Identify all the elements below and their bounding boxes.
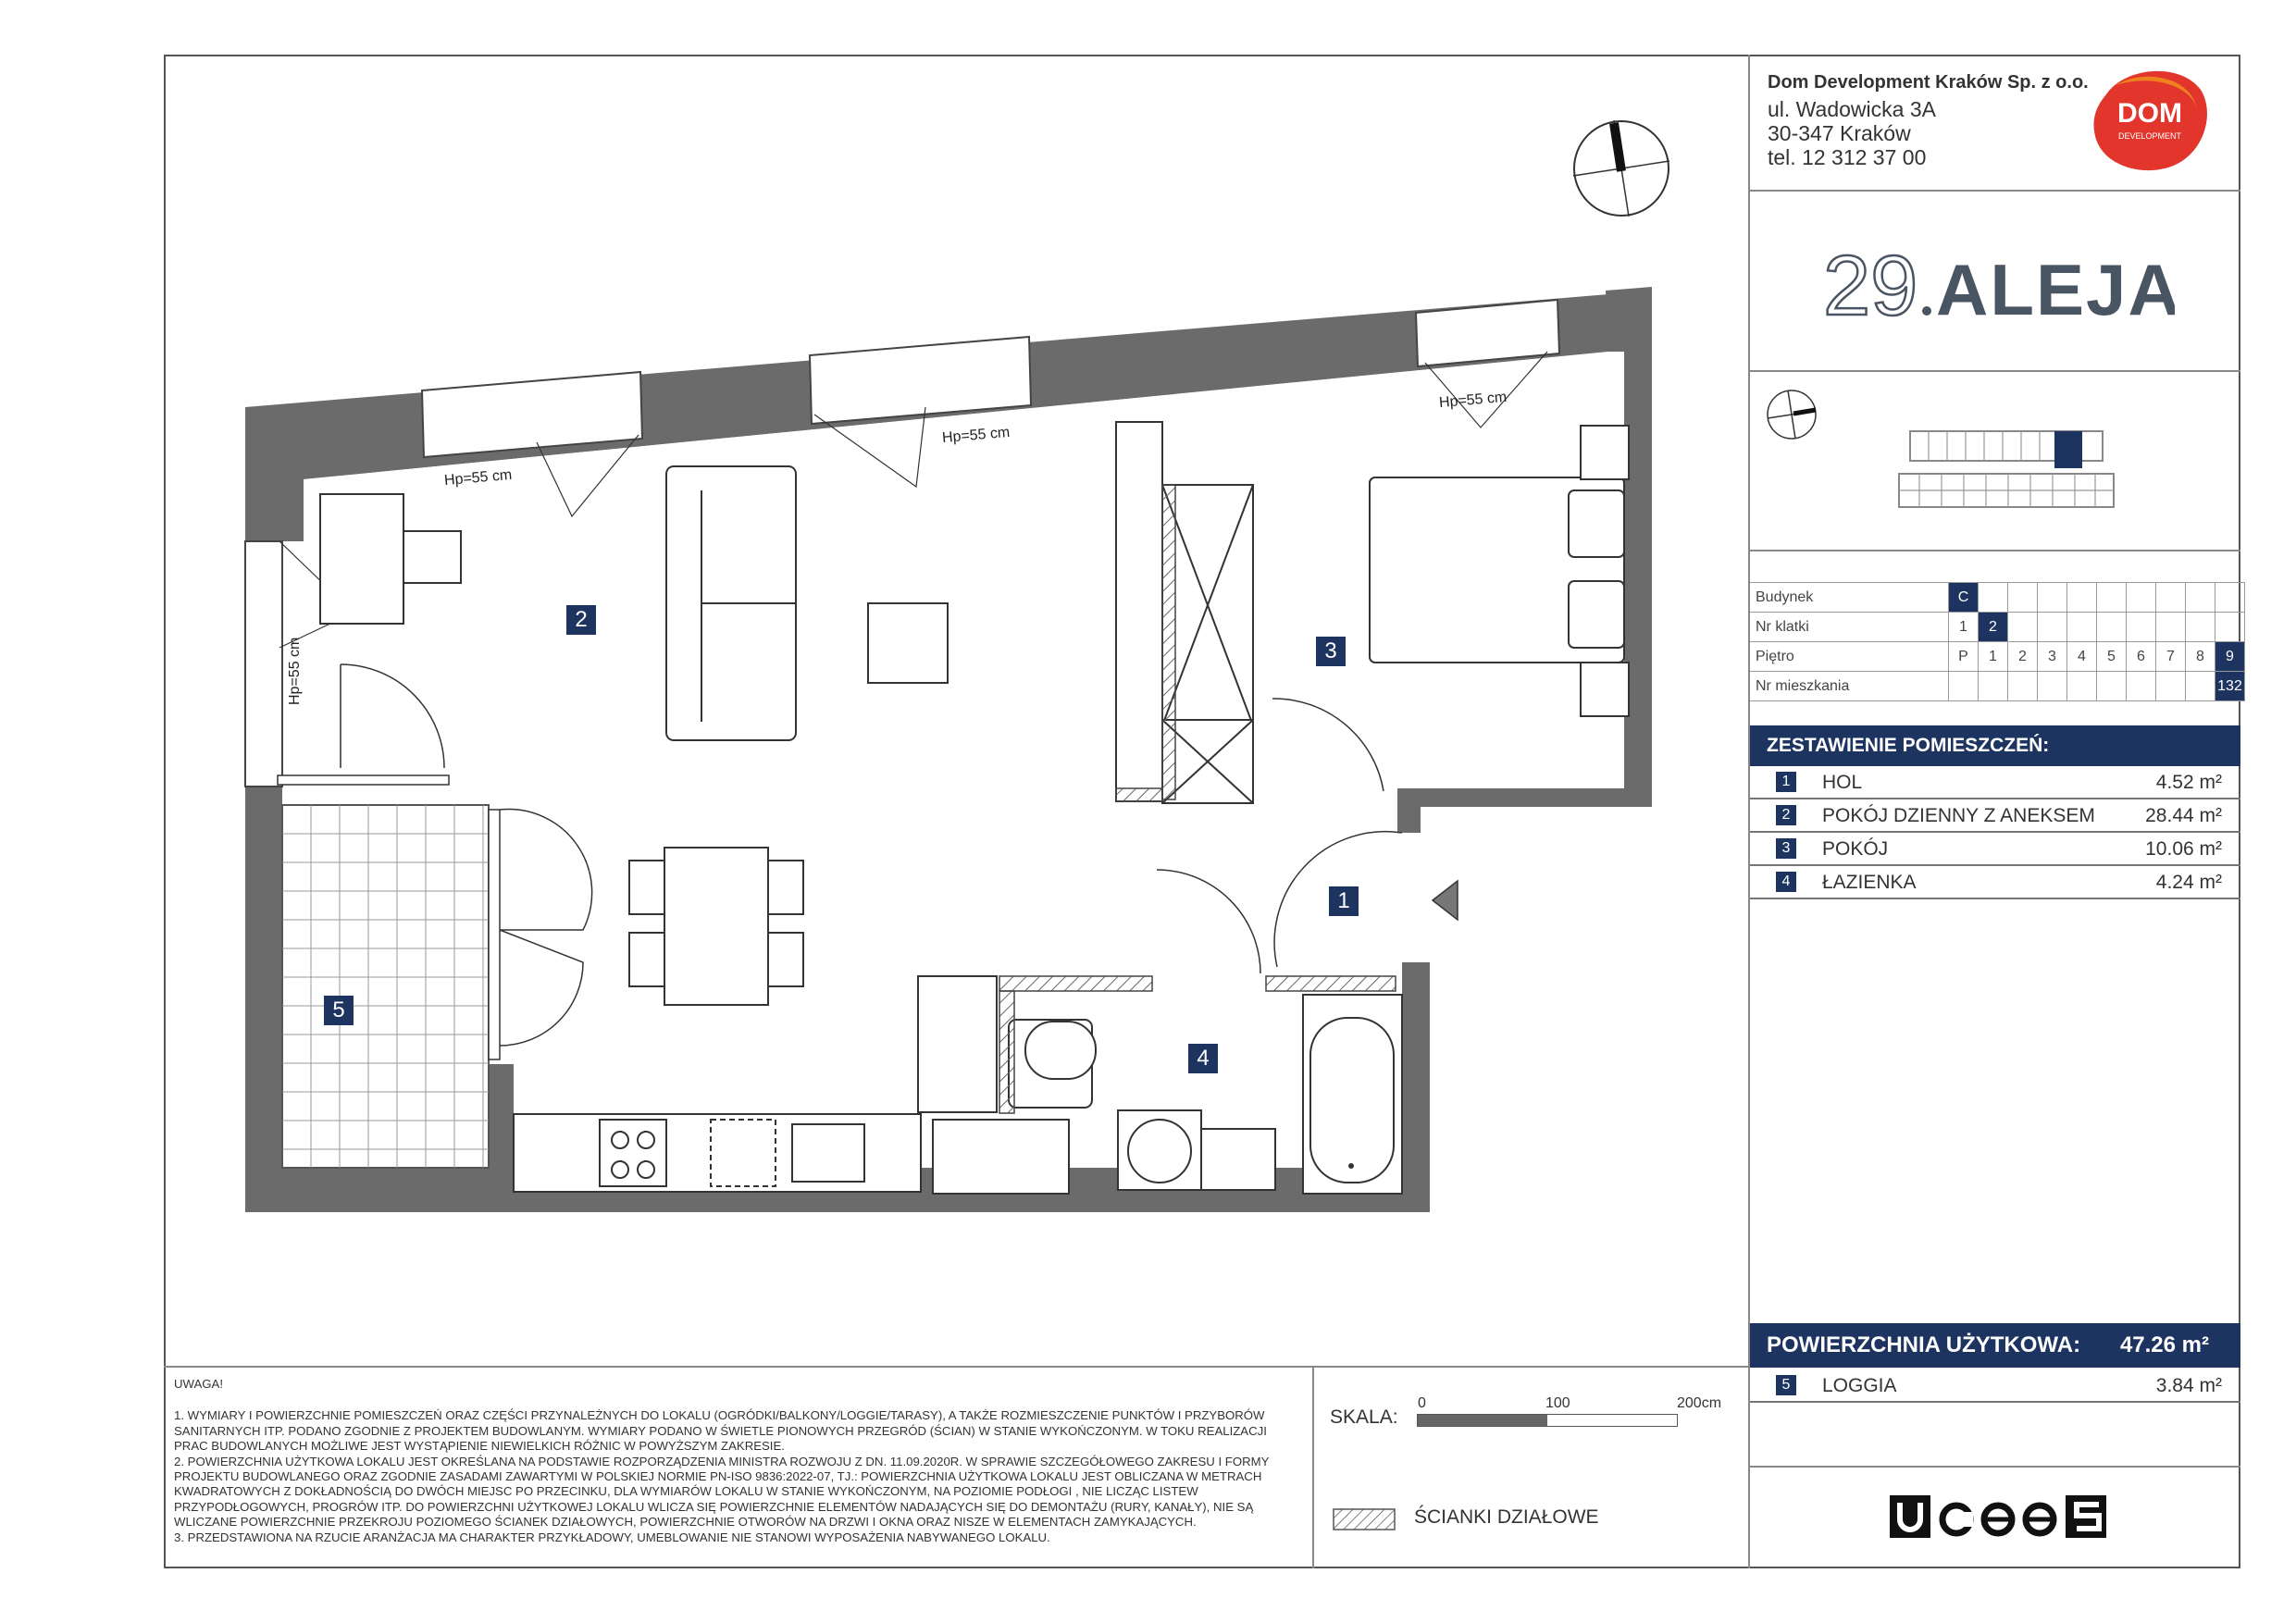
building-info-row <box>1750 613 2245 642</box>
note-item: 1. WYMIARY I POWIERZCHNIE POMIESZCZEŃ ORAZ CZĘŚCI PRZYNALEŻNYCH DO LOKALU (OGRÓDKI/BALKONY/LOGGIE/TARASY), A TAKŻE ROZMIESZCZENIE PUNKTÓW I PRZYBORÓW SANITARNYCH ITP. PODANO ZGODNIE Z PROJEKTEM BUDOWLANYM. WYMIARY PODANO W ŚWIETLE PIONOWYCH PRZEGRÓD (ŚCIAN) W STANIE WYKOŃCZONYM. W TOKU REALIZACJI PRAC BUDOWLANYCH MOŻLIWE JEST WYSTĄPIENIE NIEWIELKICH RÓŻNIC W POWYŻSZYM ZAKRESIE. <box>174 1408 1267 1454</box>
room-area: 10.06 m² <box>2145 838 2222 860</box>
room-name: HOL <box>1822 772 1863 793</box>
company-name: Dom Development Kraków Sp. z o.o. <box>1768 72 2089 93</box>
company-address-1: ul. Wadowicka 3A <box>1768 97 1936 121</box>
company-address-2: 30-347 Kraków <box>1768 121 1911 145</box>
total-area-bar <box>1750 1323 2240 1368</box>
building-info-cell <box>2127 672 2156 701</box>
room-tag-5: 5 <box>324 996 354 1025</box>
room-name: POKÓJ <box>1822 838 1889 860</box>
building-info-cell: 5 <box>2097 642 2127 672</box>
room-name: ŁAZIENKA <box>1822 872 1917 893</box>
total-area-value: 47.26 m² <box>2119 1332 2209 1357</box>
total-area-label: POWIERZCHNIA UŻYTKOWA: <box>1767 1332 2081 1357</box>
building-info-cell <box>2038 672 2067 701</box>
building-info-cell <box>2215 583 2245 613</box>
building-info-cell: C <box>1949 583 1979 613</box>
room-tag-1: 1 <box>1329 886 1359 916</box>
building-info-cell <box>1979 583 2008 613</box>
room-tag-4: 4 <box>1188 1044 1218 1073</box>
room-row <box>1750 1369 2240 1403</box>
building-info-cell: 1 <box>1949 613 1979 642</box>
building-info-cell <box>2097 613 2127 642</box>
header-divider-3 <box>1748 550 2240 551</box>
ucees-logo <box>1888 1493 2110 1540</box>
building-info-cell <box>2186 672 2215 701</box>
window-height-label: Hp=55 cm <box>443 466 513 489</box>
room-number: 4 <box>1776 872 1796 892</box>
room-number: 5 <box>1776 1375 1796 1395</box>
room-number: 2 <box>1776 805 1796 825</box>
building-info-cell <box>2008 583 2038 613</box>
dom-development-logo <box>2088 67 2212 174</box>
note-item: 3. PRZEDSTAWIONA NA RZUCIE ARANŻACJA MA CHARAKTER PRZYKŁADOWY, UMEBLOWANIE NIE STANOWI WYPOSAŻENIA NABYWANEGO LOKALU. <box>174 1530 1050 1544</box>
window-height-label: Hp=55 cm <box>1438 389 1508 412</box>
notes-divider <box>1312 1366 1314 1568</box>
scale-tick-200: 200cm <box>1677 1395 1722 1411</box>
room-row <box>1750 866 2240 899</box>
building-info-cell <box>2067 583 2097 613</box>
partition-label: ŚCIANKI DZIAŁOWE <box>1414 1506 1599 1528</box>
room-name: POKÓJ DZIENNY Z ANEKSEM <box>1822 805 2095 826</box>
room-area: 3.84 m² <box>2155 1375 2222 1396</box>
building-info-cell <box>1949 672 1979 701</box>
building-info-cell <box>2156 583 2186 613</box>
rooms-header: ZESTAWIENIE POMIESZCZEŃ: <box>1750 725 2240 766</box>
building-info-cell <box>1979 672 2008 701</box>
building-info-row <box>1750 672 2245 701</box>
scale-tick-0: 0 <box>1418 1395 1426 1411</box>
building-info-cell <box>2156 613 2186 642</box>
scale-bar <box>1417 1414 1678 1427</box>
room-row <box>1750 766 2240 799</box>
building-info-cell <box>2067 672 2097 701</box>
header-divider-4 <box>1748 1466 2240 1468</box>
building-info-cell: 8 <box>2186 642 2215 672</box>
company-phone: tel. 12 312 37 00 <box>1768 145 1927 169</box>
scale-label: SKALA: <box>1330 1406 1398 1428</box>
room-number: 3 <box>1776 838 1796 859</box>
notes-title: UWAGA! <box>174 1377 223 1391</box>
building-info-cell <box>2186 613 2215 642</box>
building-key-plan <box>1897 426 2116 518</box>
building-info-cell: 3 <box>2038 642 2067 672</box>
key-plan-compass-icon <box>1766 389 1818 440</box>
svg-text:DOM: DOM <box>2117 98 2182 129</box>
building-info-table <box>1750 582 2245 701</box>
building-info-label: Piętro <box>1750 642 1949 672</box>
loggia-tiles <box>282 805 489 1168</box>
building-info-cell: 1 <box>1979 642 2008 672</box>
window-height-label: Hp=55 cm <box>287 637 303 705</box>
header-divider-1 <box>1748 190 2240 192</box>
room-name: LOGGIA <box>1822 1375 1897 1396</box>
building-info-cell <box>2097 583 2127 613</box>
building-info-cell <box>2097 672 2127 701</box>
building-info-cell: P <box>1949 642 1979 672</box>
north-compass-icon <box>1573 120 1669 217</box>
building-info-row <box>1750 583 2245 613</box>
building-info-cell <box>2008 672 2038 701</box>
building-info-cell <box>2038 613 2067 642</box>
building-info-cell <box>2215 613 2245 642</box>
note-item: 2. POWIERZCHNIA UŻYTKOWA LOKALU JEST OKREŚLANA NA PODSTAWIE ROZPORZĄDZENIA MINISTRA ROZWOJU Z DN. 11.09.2020R. W SPRAWIE SZCZEGÓŁOWEGO ZAKRESU I FORMY PROJEKTU BUDOWLANEGO ORAZ ZGODNIE ZASADAMI ZAWARTYMI W POLSKIEJ NORMIE PN-ISO 9836:2022-07, TJ.: POWIERZCHNIA UŻYTKOWA LOKALU JEST OBLICZANA W METRACH KWADRATOWYCH Z DOKŁADNOŚCIĄ DO DWÓCH MIEJSC PO PRZECINKU, DLA WYMIARÓW LOKALU W STANIE WYKOŃCZONYM, NA POZIOMIE PODŁOGI , NIE LICZĄC LISTEW PRZYPODŁOGOWYCH, PROGRÓW ITP. DO POWIERZCHNI UŻYTKOWEJ LOKALU WLICZA SIĘ POWIERZCHNIE ELEMENTÓW NADAJĄCYCH SIĘ DO DEMONTAŻU (RURY, KANAŁY), NIE SĄ WLICZANE POWIERZCHNIE PRZEKROJU POZIOMEGO ŚCIANEK DZIAŁOWYCH, POWIERZCHNIE OTWORÓW NA DRZWI I OKNA ORAZ NISZE W ELEMENTACH ZAMYKAJĄCYCH. <box>174 1454 1270 1530</box>
room-row <box>1750 799 2240 833</box>
building-info-cell <box>2127 613 2156 642</box>
notes-block <box>174 1377 1294 1545</box>
room-area: 28.44 m² <box>2145 805 2222 826</box>
building-info-cell: 7 <box>2156 642 2186 672</box>
building-info-cell: 9 <box>2215 642 2245 672</box>
partition-hatch-swatch <box>1333 1508 1396 1530</box>
building-info-row <box>1750 642 2245 672</box>
svg-text:29: 29 <box>1823 239 1918 331</box>
room-number: 1 <box>1776 772 1796 792</box>
building-info-cell <box>2127 583 2156 613</box>
building-info-cell <box>2156 672 2186 701</box>
building-info-cell <box>2067 613 2097 642</box>
building-info-cell: 6 <box>2127 642 2156 672</box>
building-info-label: Nr mieszkania <box>1750 672 1949 701</box>
building-info-cell <box>2008 613 2038 642</box>
building-info-cell <box>2038 583 2067 613</box>
svg-text:DEVELOPMENT: DEVELOPMENT <box>2117 131 2182 141</box>
floor-plan <box>167 57 1744 1362</box>
room-area: 4.24 m² <box>2155 872 2222 893</box>
room-row <box>1750 833 2240 866</box>
project-logo <box>1823 239 2175 331</box>
scale-tick-100: 100 <box>1545 1395 1570 1411</box>
building-info-cell: 4 <box>2067 642 2097 672</box>
building-info-label: Budynek <box>1750 583 1949 613</box>
room-area: 4.52 m² <box>2155 772 2222 793</box>
building-info-cell: 2 <box>1979 613 2008 642</box>
building-info-label: Nr klatki <box>1750 613 1949 642</box>
building-info-cell: 2 <box>2008 642 2038 672</box>
svg-text:ALEJA: ALEJA <box>1936 249 2175 330</box>
building-info-cell <box>2186 583 2215 613</box>
window-height-label: Hp=55 cm <box>941 424 1011 447</box>
bottom-panel-divider <box>164 1366 1748 1368</box>
room-tag-2: 2 <box>566 605 596 635</box>
building-info-cell: 132 <box>2215 672 2245 701</box>
header-divider-2 <box>1748 370 2240 372</box>
room-tag-3: 3 <box>1316 637 1346 666</box>
